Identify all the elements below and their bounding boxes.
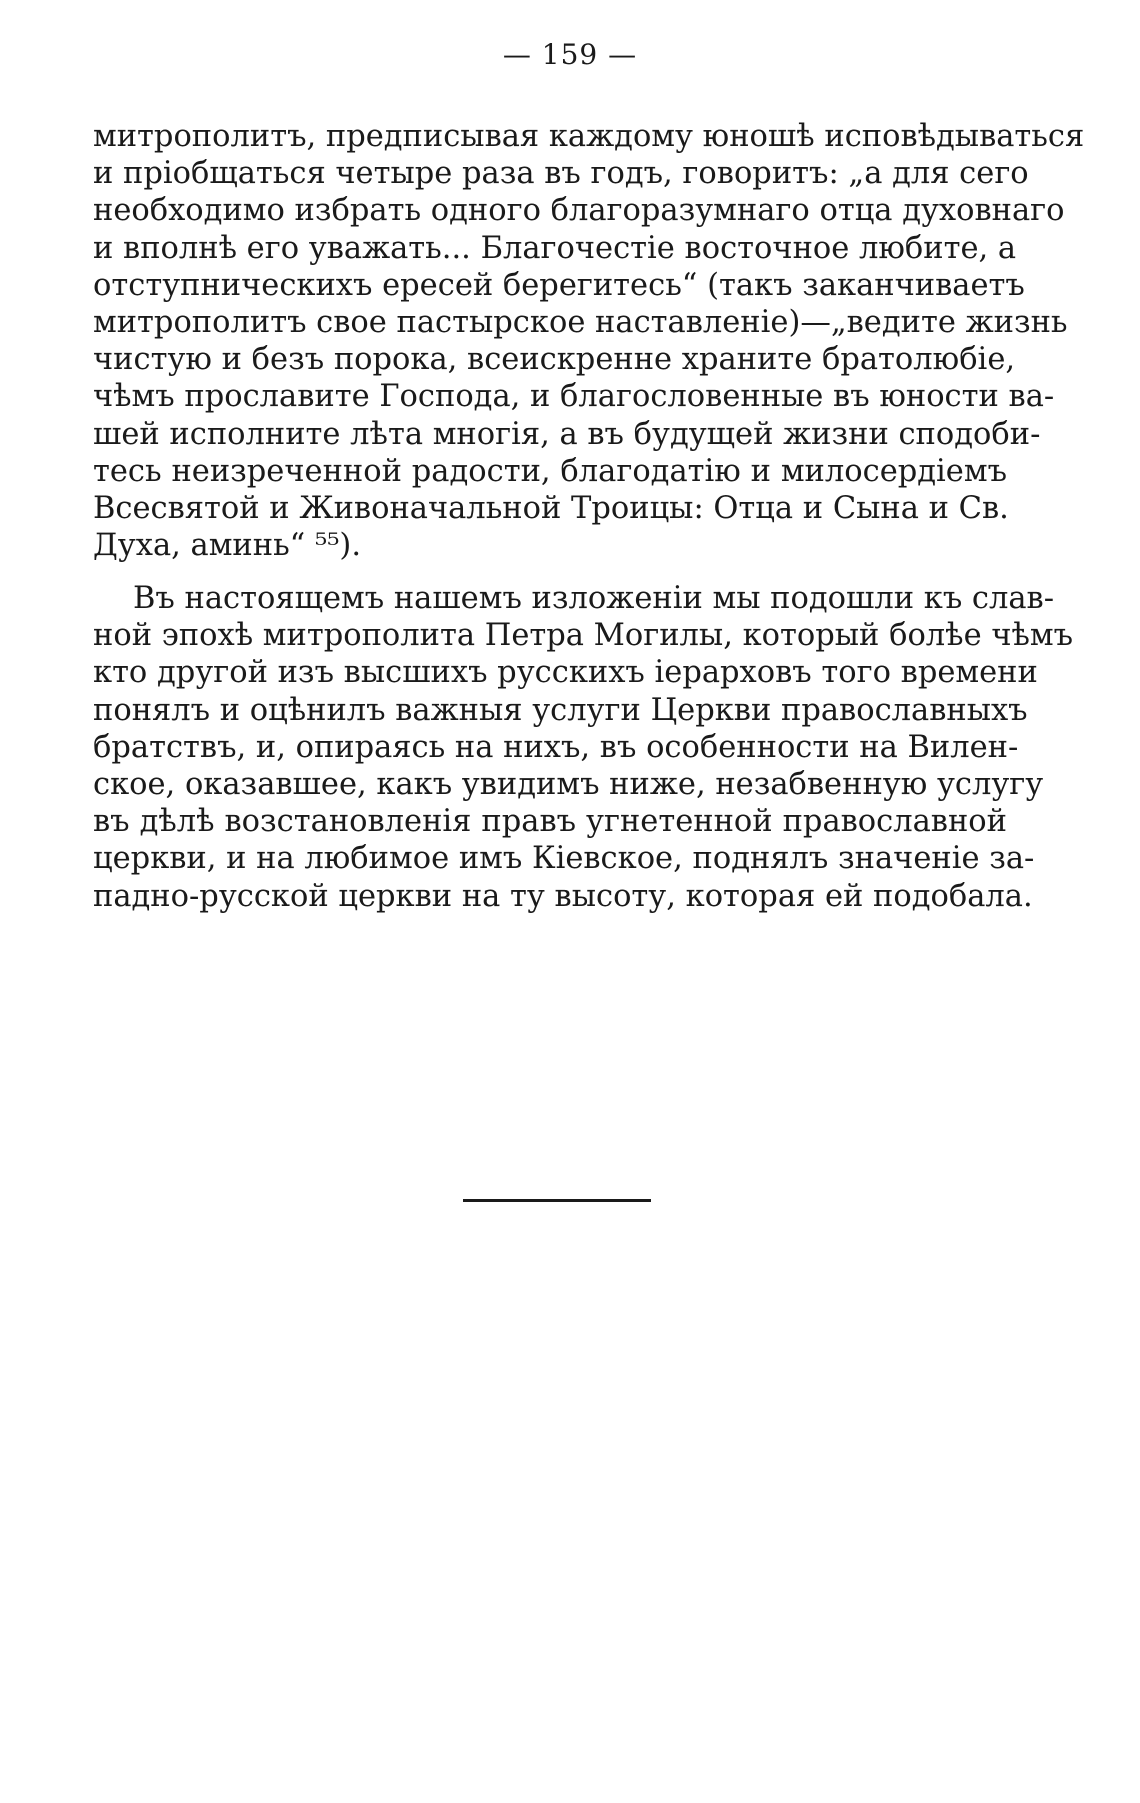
text-line: кто другой изъ высшихъ русскихъ іерарховъ того времени xyxy=(93,655,1038,691)
text-line: чѣмъ прославите Господа, и благословенные въ юности ва- xyxy=(93,379,1055,415)
text-line: и пріобщаться четыре раза въ годъ, говоритъ: „а для сего xyxy=(93,156,1029,192)
text-line: тесь неизреченной радости, благодатію и милосердіемъ xyxy=(93,453,1007,489)
text-line: чистую и безъ порока, всеискренне храните братолюбіе, xyxy=(93,342,1016,378)
text-line: падно-русской церкви на ту высоту, которая ей подобала. xyxy=(93,878,1033,914)
text-line: Духа, аминь“ ⁵⁵). xyxy=(93,528,362,564)
text-line: ское, оказавшее, какъ увидимъ ниже, незабвенную услугу xyxy=(93,766,1044,802)
text-line: въ дѣлѣ возстановленія правъ угнетенной православной xyxy=(93,804,1007,840)
text-line: митрополитъ свое пастырское наставленіе)—„ведите жизнь xyxy=(93,304,1068,340)
text-line: Въ настоящемъ нашемъ изложеніи мы подошли къ слав- xyxy=(133,581,1055,616)
text-line: митрополитъ, предписывая каждому юношѣ исповѣдываться xyxy=(93,119,1085,154)
paragraph-1 xyxy=(93,118,1085,564)
text-line: понялъ и оцѣнилъ важныя услуги Церкви православныхъ xyxy=(93,692,1028,728)
page-number: — 159 — xyxy=(502,38,638,71)
paragraph-2 xyxy=(93,580,1074,915)
text-line: братствъ, и, опираясь на нихъ, въ особенности на Вилен- xyxy=(93,729,1019,765)
end-rule xyxy=(463,1199,651,1202)
text-line: церкви, и на любимое имъ Кіевское, поднялъ значеніе за- xyxy=(93,841,1035,877)
text-line: отступническихъ ересей берегитесь“ (такъ заканчиваетъ xyxy=(93,267,1025,303)
text-line: ной эпохѣ митрополита Петра Могилы, который болѣе чѣмъ xyxy=(93,618,1074,654)
text-line: Всесвятой и Живоначальной Троицы: Отца и Сына и Св. xyxy=(93,490,1009,526)
text-line: и вполнѣ его уважать... Благочестіе восточное любите, а xyxy=(93,230,1017,266)
text-line: шей исполните лѣта многія, а въ будущей жизни сподоби- xyxy=(93,416,1041,452)
text-line: необходимо избрать одного благоразумнаго отца духовнаго xyxy=(93,193,1065,229)
